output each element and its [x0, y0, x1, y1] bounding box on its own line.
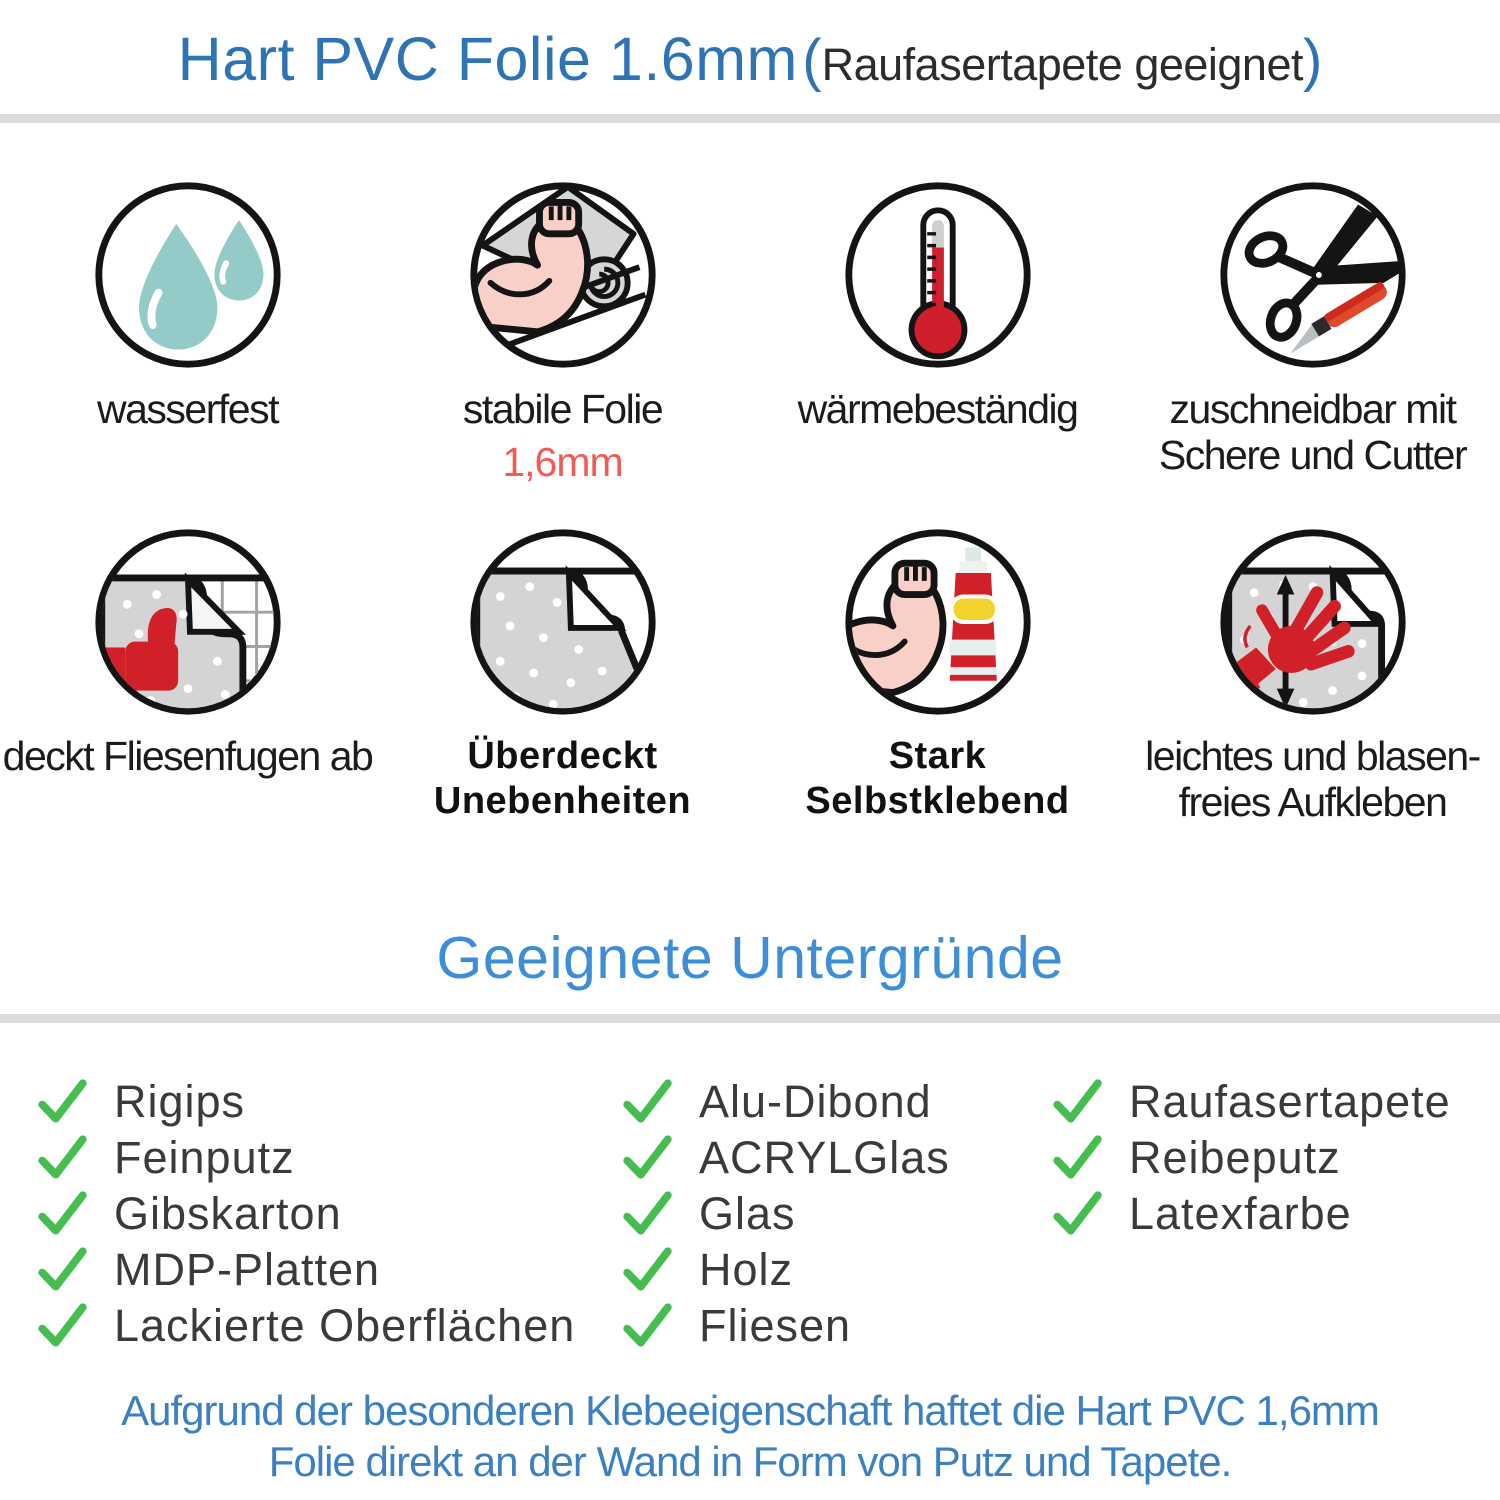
- list-item: [621, 1075, 1051, 1127]
- list-item: [36, 1299, 621, 1351]
- list-item: [1051, 1131, 1491, 1183]
- feature-heat-resistant: [750, 177, 1125, 486]
- feature-label: stabile Folie: [462, 386, 663, 432]
- list-item: [36, 1243, 621, 1295]
- surface-label: Gibskarton: [114, 1187, 342, 1239]
- check-icon: [621, 1188, 673, 1240]
- feature-label: wärmebeständig: [797, 386, 1078, 432]
- surface-column-3: [1051, 1075, 1491, 1359]
- check-icon: [621, 1132, 673, 1184]
- surface-label: Reibeputz: [1129, 1131, 1341, 1183]
- check-icon: [36, 1244, 88, 1296]
- title-paren-open: (: [802, 28, 822, 93]
- check-icon: [1051, 1188, 1103, 1240]
- feature-label: Überdeckt Unebenheiten: [433, 734, 692, 822]
- check-icon: [36, 1188, 88, 1240]
- list-item: [621, 1243, 1051, 1295]
- feature-covers-tile-joints: [0, 524, 375, 832]
- feature-covers-unevenness: [375, 524, 750, 832]
- feature-self-adhesive: [750, 524, 1125, 832]
- title-paren-close: ): [1302, 28, 1323, 93]
- surface-label: Feinputz: [114, 1131, 295, 1183]
- hand-smooth-icon: [1215, 524, 1411, 720]
- surface-label: Glas: [699, 1187, 796, 1239]
- footer-line-2: Folie direkt an der Wand in Form von Putz und Tapete.: [268, 1437, 1232, 1485]
- muscle-foil-icon: [465, 177, 661, 373]
- title-main: Hart PVC Folie 1.6mm: [177, 25, 798, 93]
- muscle-glue-icon: [840, 524, 1036, 720]
- surface-label: ACRYLGlas: [699, 1131, 950, 1183]
- check-icon: [36, 1300, 88, 1352]
- divider-middle: [0, 1014, 1500, 1023]
- feature-cuttable: [1125, 177, 1500, 486]
- feature-grid: [0, 177, 1500, 832]
- surface-label: Alu-Dibond: [699, 1075, 932, 1127]
- feature-bubble-free: [1125, 524, 1500, 832]
- feature-waterproof: [0, 177, 375, 486]
- surface-label: Fliesen: [699, 1299, 852, 1351]
- list-item: [36, 1187, 621, 1239]
- feature-sublabel: 1,6mm: [502, 438, 623, 485]
- check-icon: [621, 1244, 673, 1296]
- check-icon: [1051, 1076, 1103, 1128]
- list-item: [621, 1187, 1051, 1239]
- title-subtitle: Raufasertapete geeignet: [821, 39, 1303, 90]
- check-icon: [1051, 1132, 1103, 1184]
- surface-column-1: [36, 1075, 621, 1359]
- footer-line-1: Aufgrund der besonderen Klebeeigenschaft haftet die Hart PVC 1,6mm: [121, 1386, 1379, 1434]
- feature-label: leichtes und blasen- freies Aufkleben: [1145, 732, 1480, 825]
- surface-label: MDP-Platten: [114, 1243, 381, 1295]
- surface-label: Raufasertapete: [1129, 1075, 1451, 1127]
- surface-label: Rigips: [114, 1075, 246, 1127]
- feature-label: deckt Fliesenfugen ab: [2, 732, 373, 779]
- surface-column-2: [621, 1075, 1051, 1359]
- surface-label: Holz: [699, 1243, 794, 1295]
- section-title-surfaces: Geeignete Untergründe: [436, 924, 1064, 991]
- divider-top: [0, 114, 1500, 123]
- check-icon: [621, 1076, 673, 1128]
- surface-label: Latexfarbe: [1129, 1187, 1352, 1239]
- thermometer-icon: [840, 177, 1036, 373]
- list-item: [621, 1131, 1051, 1183]
- feature-sturdy-foil: [375, 177, 750, 486]
- list-item: [36, 1131, 621, 1183]
- check-icon: [621, 1300, 673, 1352]
- feature-label: Stark Selbstklebend: [805, 734, 1070, 822]
- list-item: [1051, 1187, 1491, 1239]
- list-item: [621, 1299, 1051, 1351]
- feature-label: zuschneidbar mit Schere und Cutter: [1158, 386, 1467, 478]
- foil-overlap-icon: [465, 524, 661, 720]
- scissors-cutter-icon: [1215, 177, 1411, 373]
- check-icon: [36, 1132, 88, 1184]
- list-item: [1051, 1075, 1491, 1127]
- check-icon: [36, 1076, 88, 1128]
- thumbs-up-tiles-icon: [90, 524, 286, 720]
- list-item: [36, 1075, 621, 1127]
- surface-list: [36, 1075, 1500, 1359]
- footer-note: [0, 1385, 1500, 1487]
- feature-label: wasserfest: [97, 386, 278, 432]
- surface-label: Lackierte Oberflächen: [114, 1299, 576, 1351]
- water-drops-icon: [90, 177, 286, 373]
- page-title: [0, 0, 1500, 94]
